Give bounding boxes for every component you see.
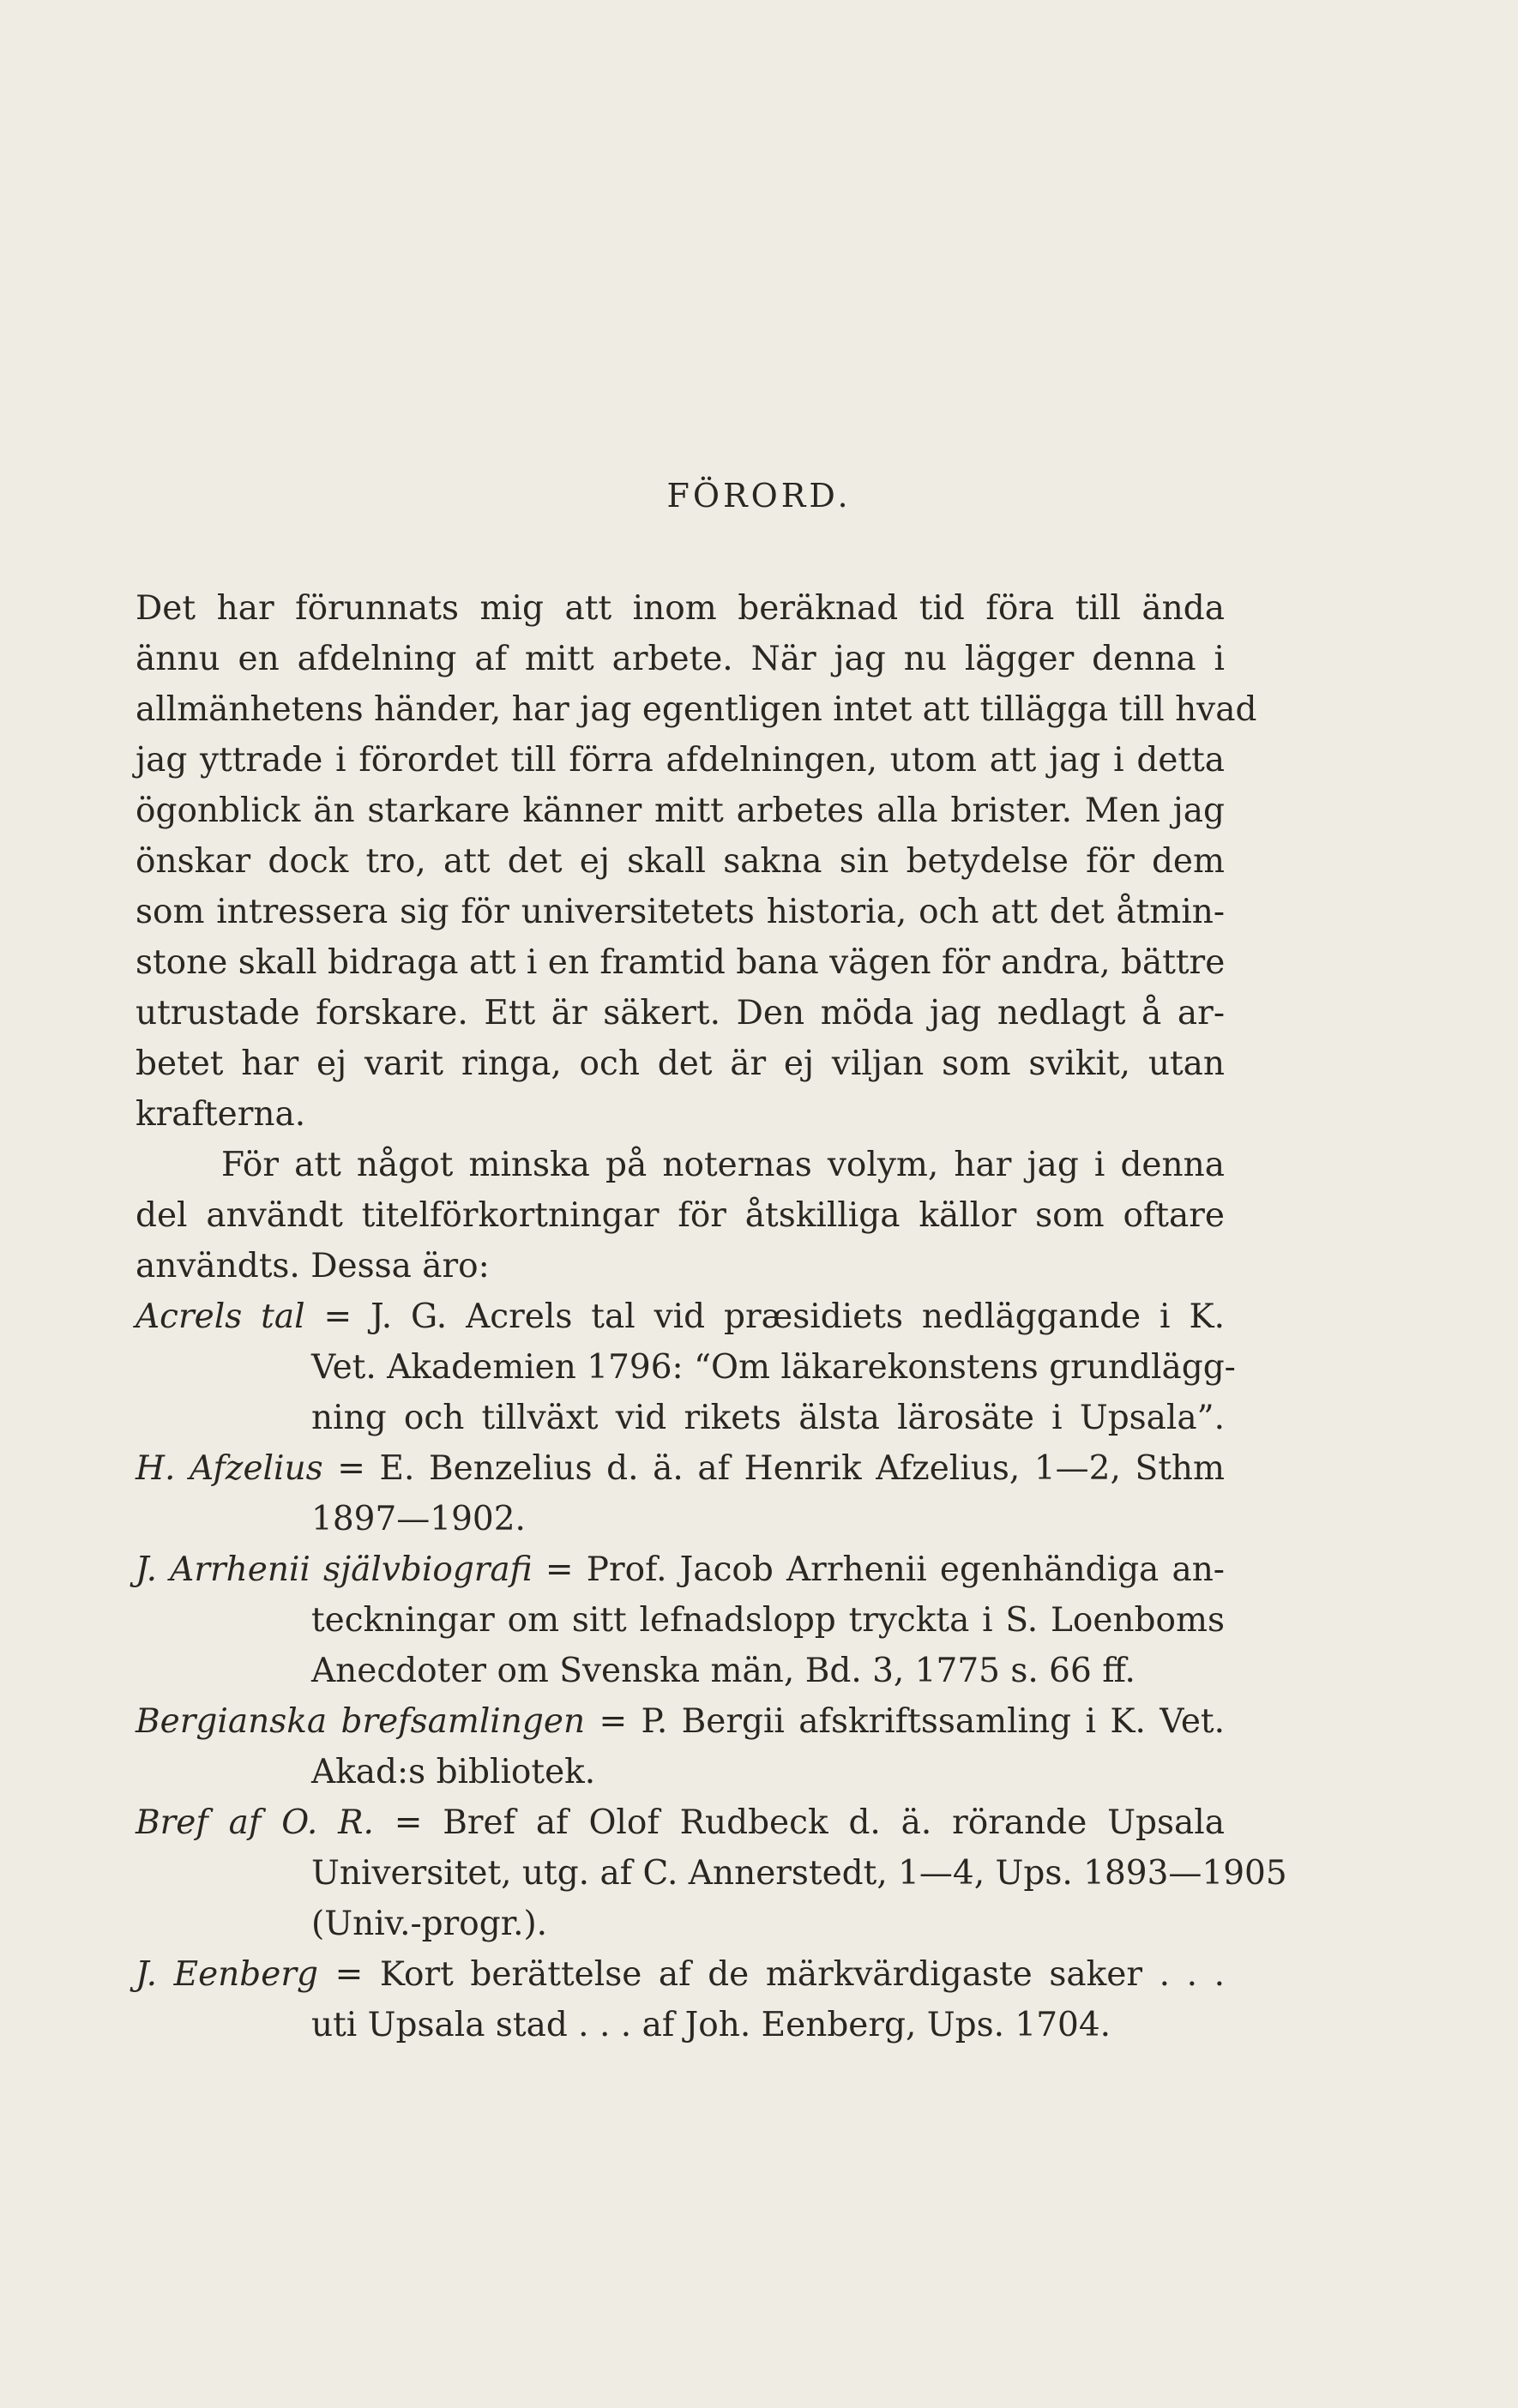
abbreviation-term: J. Eenberg — [136, 1955, 318, 1994]
text-line: del användt titelförkortningar för åtskilliga källor som oftare — [136, 1196, 1225, 1235]
abbreviation-term: Bergianska brefsamlingen — [136, 1702, 586, 1741]
abbreviation-entry — [136, 1949, 1225, 2050]
abbreviation-entry — [136, 1443, 1225, 1544]
entry-first-line — [136, 1797, 1225, 1848]
entry-first-line — [136, 1443, 1225, 1494]
abbreviation-entry — [136, 1696, 1225, 1797]
paragraph-1 — [136, 583, 1257, 1140]
abbreviation-entry — [136, 1544, 1225, 1696]
entry-continuation-line: teckningar om sitt lefnadslopp tryckta i S. Loenboms — [311, 1601, 1225, 1640]
abbreviation-definition: = Kort berättelse af de märkvärdigaste saker . . . — [334, 1955, 1226, 1994]
text-line: jag yttrade i förordet till förra afdelningen, utom att jag i detta — [136, 741, 1225, 780]
abbreviation-entry — [136, 1291, 1236, 1443]
text-line: önskar dock tro, att det ej skall sakna sin betydelse för dem — [136, 842, 1225, 881]
entry-continuation-line: Vet. Akademien 1796: “Om läkarekonstens grundlägg- — [311, 1348, 1236, 1387]
entry-continuation-line: ning och tillväxt vid rikets älsta lärosäte i Upsala”. — [311, 1399, 1225, 1437]
page-heading: FÖRORD. — [666, 477, 852, 515]
abbreviation-definition: = Prof. Jacob Arrhenii egenhändiga an- — [545, 1550, 1225, 1589]
entry-continuation-line: Akad:s bibliotek. — [311, 1753, 596, 1791]
abbreviation-entry — [136, 1797, 1287, 1949]
entry-continuation-line: 1897—1902. — [311, 1500, 526, 1538]
abbreviation-definition: = J. G. Acrels tal vid præsidiets nedläggande i K. — [323, 1297, 1225, 1336]
text-line: betet har ej varit ringa, och det är ej viljan som svikit, utan — [136, 1044, 1225, 1083]
abbreviation-term: Acrels tal — [136, 1297, 305, 1336]
entry-continuation-line: Universitet, utg. af C. Annerstedt, 1—4, Ups. 1893—1905 — [311, 1854, 1287, 1893]
entry-continuation-line: Anecdoter om Svenska män, Bd. 3, 1775 s. 66 ff. — [311, 1652, 1135, 1690]
abbreviation-term: H. Afzelius — [136, 1449, 323, 1488]
paragraph-2 — [136, 1140, 1225, 1291]
entry-continuation-line: uti Upsala stad . . . af Joh. Eenberg, Ups. 1704. — [311, 2006, 1111, 2044]
entry-first-line — [136, 1949, 1225, 2000]
entry-first-line — [136, 1696, 1225, 1747]
abbreviation-definition: = E. Benzelius d. ä. af Henrik Afzelius, 1—2, Sthm — [337, 1449, 1225, 1488]
entry-first-line — [136, 1544, 1225, 1595]
entry-first-line — [136, 1291, 1225, 1342]
text-line: För att något minska på noternas volym, har jag i denna — [221, 1146, 1225, 1184]
abbreviation-list — [136, 1291, 1287, 2050]
abbreviation-definition: = P. Bergii afskriftssamling i K. Vet. — [599, 1702, 1225, 1741]
abbreviation-term: J. Arrhenii självbiografi — [136, 1550, 533, 1589]
text-line: allmänhetens händer, har jag egentligen intet att tillägga till hvad — [136, 690, 1257, 729]
text-line: stone skall bidraga att i en framtid bana vägen för andra, bättre — [136, 943, 1226, 982]
text-line: utrustade forskare. Ett är säkert. Den möda jag nedlagt å ar- — [136, 994, 1225, 1032]
entry-continuation-line: (Univ.-progr.). — [311, 1905, 548, 1943]
text-line: som intressera sig för universitetets historia, och att det åtmin- — [136, 893, 1225, 931]
abbreviation-definition: = Bref af Olof Rudbeck d. ä. rörande Upsala — [394, 1803, 1225, 1842]
text-line: ännu en afdelning af mitt arbete. När jag nu lägger denna i — [136, 640, 1225, 678]
text-line: krafterna. — [136, 1095, 306, 1134]
text-line: ögonblick än starkare känner mitt arbetes alla brister. Men jag — [136, 792, 1225, 830]
text-line: användts. Dessa äro: — [136, 1247, 490, 1285]
abbreviation-term: Bref af O. R. — [136, 1803, 374, 1842]
text-line: Det har förunnats mig att inom beräknad tid föra till ända — [136, 589, 1225, 628]
